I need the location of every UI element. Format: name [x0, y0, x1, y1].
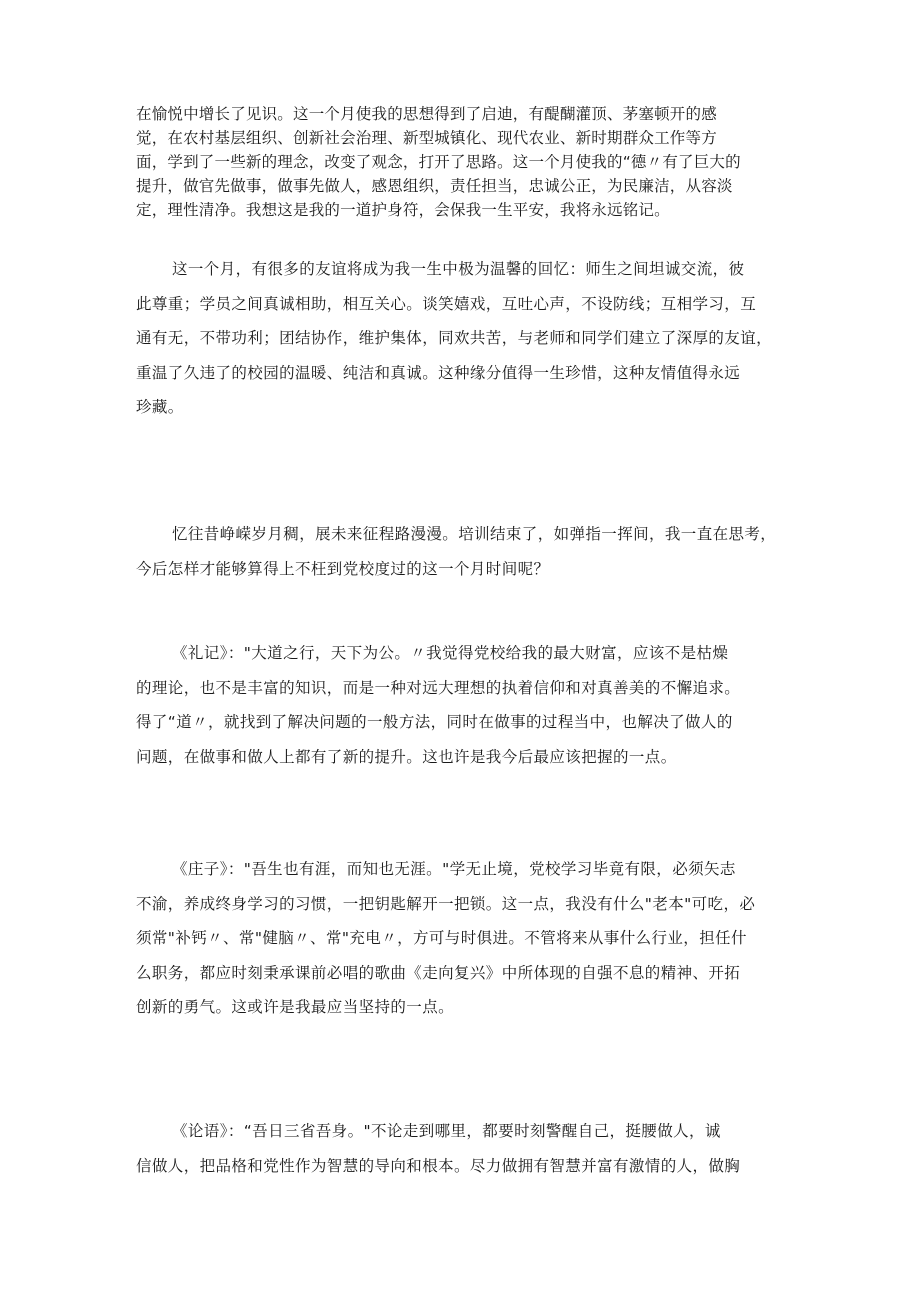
text-line: 创新的勇气。这或许是我最应当坚持的一点。 — [136, 998, 455, 1016]
paragraph-2 — [136, 252, 788, 425]
text-line: 定，理性清净。我想这是我的一道护身符，会保我一生平安，我将永远铭记。 — [136, 201, 670, 219]
text-line: 觉，在农村基层组织、创新社会治理、新型城镇化、现代农业、新时期群众工作等方 — [136, 129, 717, 147]
text-line: 提升，做官先做事，做事先做人，感恩组织，责任担当，忠诚公正，为民廉洁，从容淡 — [136, 177, 733, 195]
paragraph-4 — [136, 636, 788, 774]
paragraph-3 — [136, 517, 788, 586]
text-line: 忆往昔峥嵘岁月稠，展未来征程路漫漫。培训结束了，如弹指一挥间，我一直在思考， — [172, 525, 777, 543]
text-line: 重温了久违了的校园的温暖、纯洁和真诚。这种缘分值得一生珍惜，这种友情值得永远 — [136, 363, 741, 382]
text-line: 《庄子》："吾生也有涯，而知也无涯。"学无止境，党校学习毕竟有限，必须矢志 — [172, 860, 736, 878]
text-line: 此尊重；学员之间真诚相助，相互关心。谈笑嬉戏，互吐心声，不设防线；互相学习，互 — [136, 294, 757, 313]
text-line: 须常"补钙〃、常"健脑〃、常"充电〃，方可与时俱进。不管将来从事什么行业，担任什 — [136, 929, 747, 947]
text-line: 今后怎样才能够算得上不枉到党校度过的这一个月时间呢？ — [136, 559, 550, 578]
text-line: 通有无，不带功利；团结协作，维护集体，同欢共苦，与老师和同学们建立了深厚的友谊， — [136, 329, 773, 347]
text-line: 这一个月，有很多的友谊将成为我一生中极为温馨的回忆：师生之间坦诚交流，彼 — [172, 260, 745, 278]
text-line: 《论语》：“吾日三省吾身。"不论走到哪里，都要时刻警醒自己，挺腰做人，诚 — [172, 1122, 721, 1140]
text-line: 问题，在做事和做人上都有了新的提升。这也许是我今后最应该把握的一点。 — [136, 747, 677, 766]
paragraph-1 — [136, 102, 776, 222]
text-line: 在愉悦中增长了见识。这一个月使我的思想得到了启迪，有醍醐灌顶、茅塞顿开的感 — [136, 105, 717, 123]
paragraph-6 — [136, 1114, 788, 1183]
text-line: 信做人，把品格和党性作为智慧的导向和根本。尽力做拥有智慧并富有激情的人，做胸 — [136, 1156, 741, 1175]
text-line: 不渝，养成终身学习的习惯，一把钥匙解开一把锁。这一点，我没有什么"老本"可吃，必 — [136, 894, 756, 913]
text-line: 面，学到了一些新的理念，改变了观念，打开了思路。这一个月使我的“德〃有了巨大的 — [136, 153, 741, 171]
text-line: 的理论，也不是丰富的知识，而是一种对远大理想的执着信仰和对真善美的不懈追求。 — [136, 678, 741, 697]
paragraph-5 — [136, 852, 788, 1025]
text-line: 《礼记》："大道之行，天下为公。〃我觉得党校给我的最大财富，应该不是枯燥 — [172, 644, 729, 662]
text-line: 珍藏。 — [136, 398, 184, 416]
text-line: 么职务，都应时刻秉承课前必唱的歌曲《走向复兴》中所体现的自强不息的精神、开拓 — [136, 963, 741, 982]
text-line: 得了“道〃，就找到了解决问题的一般方法，同时在做事的过程当中，也解决了做人的 — [136, 713, 733, 731]
